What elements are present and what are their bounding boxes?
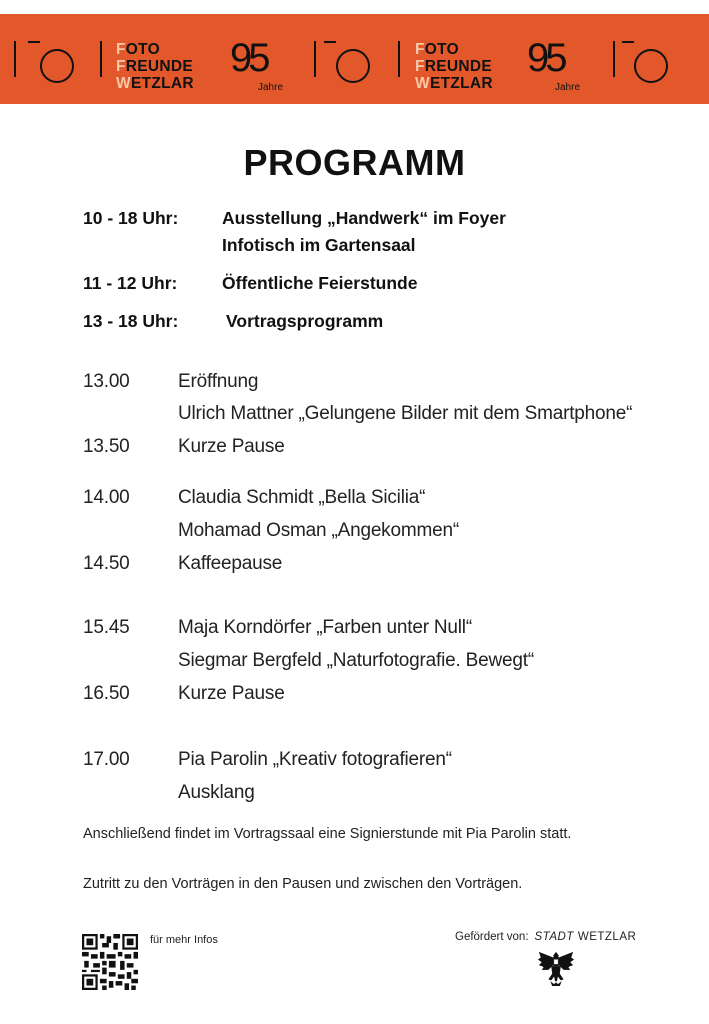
overview-line: Ausstellung „Handwerk“ im Foyer (222, 208, 506, 228)
schedule-time: 16.50 (83, 683, 130, 704)
schedule-time: 14.50 (83, 553, 130, 574)
camera-lens-icon (634, 49, 668, 83)
logo-line2: REUNDE (424, 58, 493, 75)
eagle-crest-icon (537, 948, 575, 988)
schedule-text: Kurze Pause (178, 683, 285, 704)
divider-bar (314, 41, 316, 77)
anniversary-number: 95 (230, 36, 267, 80)
camera-dash-icon (324, 41, 336, 43)
schedule-text: Eröffnung (178, 371, 259, 392)
divider-bar (14, 41, 16, 77)
qr-label: für mehr Infos (150, 934, 218, 946)
overview-time: 10 - 18 Uhr: (83, 208, 179, 228)
fotofreunde-logo-text: FOTO FREUNDE WETZLAR (415, 41, 493, 92)
qr-code-icon[interactable] (82, 934, 138, 990)
schedule-time: 17.00 (83, 749, 130, 770)
camera-lens-icon (336, 49, 370, 83)
schedule-time: 13.00 (83, 371, 130, 392)
anniversary-number: 95 (527, 36, 564, 80)
schedule-time: 15.45 (83, 617, 130, 638)
schedule-text: Siegmar Bergfeld „Naturfotografie. Bewegt“ (178, 650, 534, 671)
divider-bar (100, 41, 102, 77)
schedule-time: 14.00 (83, 487, 130, 508)
schedule-text: Kaffeepause (178, 553, 283, 574)
camera-dash-icon (622, 41, 634, 43)
schedule-time: 13.50 (83, 436, 130, 457)
sponsor-city-prefix: STADT (534, 931, 574, 943)
logo-group-2 (300, 14, 709, 104)
overview-line: Vortragsprogramm (226, 311, 384, 331)
fotofreunde-logo-text: FOTO FREUNDE WETZLAR (116, 41, 194, 92)
schedule-text: Maja Korndörfer „Farben unter Null“ (178, 617, 472, 638)
sponsor-label: Gefördert von: (455, 931, 529, 943)
overview-time: 13 - 18 Uhr: (83, 311, 179, 331)
sponsor-city-name: WETZLAR (577, 931, 637, 943)
page-title: PROGRAMM (243, 142, 466, 183)
logo-line3: ETZLAR (429, 75, 493, 92)
header-banner (0, 14, 709, 104)
schedule-text: Pia Parolin „Kreativ fotografieren“ (178, 749, 452, 770)
overview-line: Öffentliche Feierstunde (222, 273, 418, 293)
logo-line1: OTO (125, 41, 160, 58)
logo-line2: REUNDE (125, 58, 194, 75)
access-note: Zutritt zu den Vorträgen in den Pausen und zwischen den Vorträgen. (83, 876, 523, 892)
schedule-text: Ausklang (178, 782, 255, 803)
schedule-text: Mohamad Osman „Angekommen“ (178, 520, 459, 541)
schedule-text: Ulrich Mattner „Gelungene Bilder mit dem Smartphone“ (178, 403, 633, 424)
schedule-text: Claudia Schmidt „Bella Sicilia“ (178, 487, 426, 508)
divider-bar (398, 41, 400, 77)
anniversary-word: Jahre (555, 82, 581, 93)
camera-lens-icon (40, 49, 74, 83)
overview-line: Infotisch im Gartensaal (222, 235, 416, 255)
signing-note: Anschließend findet im Vortragssaal eine Signierstunde mit Pia Parolin statt. (83, 826, 572, 842)
camera-dash-icon (28, 41, 40, 43)
logo-line3: ETZLAR (130, 75, 194, 92)
sponsor-line (455, 931, 636, 943)
logo-group-1 (0, 14, 350, 104)
anniversary-word: Jahre (258, 82, 284, 93)
schedule-text: Kurze Pause (178, 436, 285, 457)
logo-line1: OTO (424, 41, 459, 58)
divider-bar (613, 41, 615, 77)
overview-time: 11 - 12 Uhr: (83, 273, 178, 293)
